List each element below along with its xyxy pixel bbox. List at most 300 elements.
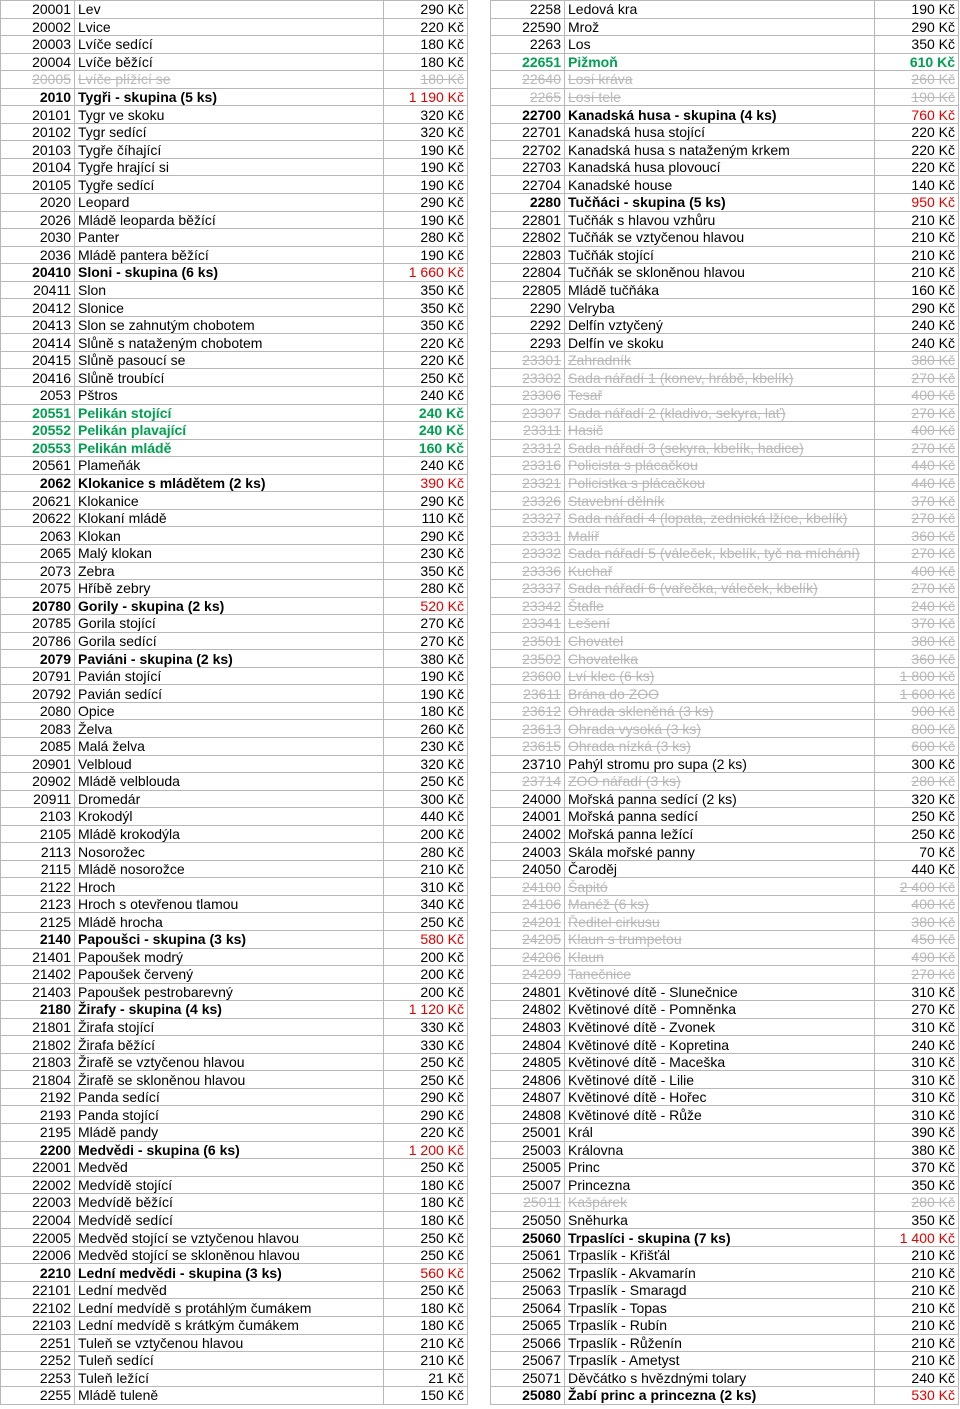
item-price: 180 Kč — [384, 702, 468, 720]
table-row — [1, 825, 468, 843]
item-price: 320 Kč — [384, 755, 468, 773]
item-code: 23337 — [491, 580, 565, 598]
item-price: 210 Kč — [384, 1352, 468, 1370]
item-code: 23331 — [491, 527, 565, 545]
item-price: 240 Kč — [384, 422, 468, 440]
table-row — [491, 930, 959, 948]
item-name: Žirafě se vztyčenou hlavou — [75, 1053, 384, 1071]
item-name: Slůně s nataženým chobotem — [75, 334, 384, 352]
table-row — [1, 650, 468, 668]
item-price: 270 Kč — [875, 1001, 959, 1019]
item-price: 240 Kč — [384, 404, 468, 422]
item-code: 2062 — [1, 474, 75, 492]
item-price: 140 Kč — [875, 176, 959, 194]
table-row — [491, 281, 959, 299]
table-row — [491, 1317, 959, 1335]
item-price: 210 Kč — [384, 860, 468, 878]
item-code: 20005 — [1, 71, 75, 89]
item-price: 300 Kč — [875, 755, 959, 773]
item-name: Malá želva — [75, 737, 384, 755]
item-name: Šapitó — [565, 878, 875, 896]
item-code: 2251 — [1, 1334, 75, 1352]
item-name: Slon — [75, 281, 384, 299]
item-name: Opice — [75, 702, 384, 720]
item-price: 580 Kč — [384, 930, 468, 948]
item-name: Stavební dělník — [565, 492, 875, 510]
item-code: 23311 — [491, 422, 565, 440]
table-row — [1, 88, 468, 106]
item-code: 23615 — [491, 737, 565, 755]
item-name: Trpaslík - Rubín — [565, 1317, 875, 1335]
table-row — [1, 422, 468, 440]
item-price: 400 Kč — [875, 895, 959, 913]
item-name: Tygře hrající si — [75, 158, 384, 176]
item-name: Gorily - skupina (2 ks) — [75, 597, 384, 615]
table-row — [491, 825, 959, 843]
table-row — [491, 422, 959, 440]
item-price: 180 Kč — [384, 1176, 468, 1194]
item-price: 270 Kč — [875, 369, 959, 387]
table-row — [1, 71, 468, 89]
item-code: 24050 — [491, 860, 565, 878]
item-name: Tygr ve skoku — [75, 106, 384, 124]
item-price: 180 Kč — [384, 1299, 468, 1317]
item-price: 370 Kč — [875, 1159, 959, 1177]
item-code: 23312 — [491, 439, 565, 457]
table-row — [491, 457, 959, 475]
item-price: 380 Kč — [875, 913, 959, 931]
item-code: 25011 — [491, 1194, 565, 1212]
item-price: 240 Kč — [875, 334, 959, 352]
item-code: 20102 — [1, 123, 75, 141]
table-row — [1, 18, 468, 36]
item-code: 2263 — [491, 36, 565, 54]
item-code: 23306 — [491, 387, 565, 405]
table-row — [491, 650, 959, 668]
table-row — [1, 404, 468, 422]
item-price: 950 Kč — [875, 194, 959, 212]
item-name: Medvědi - skupina (6 ks) — [75, 1141, 384, 1159]
item-code: 2075 — [1, 580, 75, 598]
item-code: 24804 — [491, 1036, 565, 1054]
item-price: 270 Kč — [875, 404, 959, 422]
item-code: 2180 — [1, 1001, 75, 1019]
item-code: 23502 — [491, 650, 565, 668]
item-price: 380 Kč — [384, 650, 468, 668]
item-price: 380 Kč — [875, 1141, 959, 1159]
price-list-right-column — [490, 0, 959, 1405]
item-name: Tuleň sedící — [75, 1352, 384, 1370]
item-name: Panter — [75, 229, 384, 247]
item-code: 22101 — [1, 1281, 75, 1299]
item-code: 25064 — [491, 1299, 565, 1317]
table-row — [1, 895, 468, 913]
item-price: 320 Kč — [384, 106, 468, 124]
table-row — [491, 843, 959, 861]
table-row — [1, 1194, 468, 1212]
item-price: 210 Kč — [875, 264, 959, 282]
item-code: 22801 — [491, 211, 565, 229]
table-row — [491, 615, 959, 633]
table-row — [491, 1246, 959, 1264]
item-code: 2195 — [1, 1124, 75, 1142]
item-name: Klokan — [75, 527, 384, 545]
table-row — [1, 53, 468, 71]
item-name: Mládě velblouda — [75, 773, 384, 791]
item-code: 20414 — [1, 334, 75, 352]
table-row — [1, 211, 468, 229]
item-price: 190 Kč — [384, 141, 468, 159]
item-name: Lešení — [565, 615, 875, 633]
item-code: 2053 — [1, 387, 75, 405]
table-row — [491, 1053, 959, 1071]
item-price: 210 Kč — [875, 1317, 959, 1335]
table-row — [1, 737, 468, 755]
table-row — [1, 1088, 468, 1106]
item-name: Žirafa běžící — [75, 1036, 384, 1054]
table-row — [491, 544, 959, 562]
table-row — [491, 1369, 959, 1387]
item-price: 290 Kč — [384, 1106, 468, 1124]
table-row — [491, 53, 959, 71]
item-name: Delfín ve skoku — [565, 334, 875, 352]
item-code: 22702 — [491, 141, 565, 159]
table-row — [1, 1352, 468, 1370]
item-code: 25080 — [491, 1387, 565, 1405]
table-row — [1, 36, 468, 54]
item-name: Květinové dítě - Růže — [565, 1106, 875, 1124]
item-name: Princ — [565, 1159, 875, 1177]
item-name: Trpaslík - Křišťál — [565, 1246, 875, 1264]
table-row — [1, 264, 468, 282]
item-price: 390 Kč — [384, 474, 468, 492]
item-name: Květinové dítě - Lilie — [565, 1071, 875, 1089]
item-price: 290 Kč — [384, 1088, 468, 1106]
item-price: 250 Kč — [384, 1281, 468, 1299]
table-row — [491, 264, 959, 282]
item-price: 380 Kč — [875, 632, 959, 650]
item-code: 22701 — [491, 123, 565, 141]
table-row — [491, 1281, 959, 1299]
item-price: 350 Kč — [384, 562, 468, 580]
item-code: 2020 — [1, 194, 75, 212]
item-price: 270 Kč — [384, 632, 468, 650]
item-name: Papoušci - skupina (3 ks) — [75, 930, 384, 948]
item-price: 330 Kč — [384, 1036, 468, 1054]
item-code: 25050 — [491, 1211, 565, 1229]
item-name: Mládě tučňáka — [565, 281, 875, 299]
item-price: 110 Kč — [384, 509, 468, 527]
table-row — [1, 930, 468, 948]
item-price: 160 Kč — [384, 439, 468, 457]
table-row — [491, 1176, 959, 1194]
item-code: 2036 — [1, 246, 75, 264]
item-name: Tučňák se vztyčenou hlavou — [565, 229, 875, 247]
item-code: 24000 — [491, 790, 565, 808]
item-name: Tesař — [565, 387, 875, 405]
item-name: Malíř — [565, 527, 875, 545]
table-row — [491, 1299, 959, 1317]
item-code: 25005 — [491, 1159, 565, 1177]
table-row — [1, 439, 468, 457]
table-row — [1, 527, 468, 545]
item-name: Losí tele — [565, 88, 875, 106]
table-row — [491, 1106, 959, 1124]
item-price: 220 Kč — [875, 141, 959, 159]
table-row — [1, 387, 468, 405]
item-price: 270 Kč — [384, 615, 468, 633]
item-code: 20553 — [1, 439, 75, 457]
item-name: Lev — [75, 1, 384, 19]
table-row — [1, 492, 468, 510]
item-price: 230 Kč — [384, 544, 468, 562]
item-name: Žirafy - skupina (4 ks) — [75, 1001, 384, 1019]
item-name: Chovatelka — [565, 650, 875, 668]
item-name: Mládě hrocha — [75, 913, 384, 931]
item-code: 20622 — [1, 509, 75, 527]
item-price: 190 Kč — [384, 158, 468, 176]
item-name: Tanečnice — [565, 966, 875, 984]
table-row — [1, 580, 468, 598]
item-name: Květinové dítě - Pomněnka — [565, 1001, 875, 1019]
item-name: Tučňáci - skupina (5 ks) — [565, 194, 875, 212]
table-row — [491, 913, 959, 931]
item-code: 23714 — [491, 773, 565, 791]
item-code: 20785 — [1, 615, 75, 633]
item-name: Květinové dítě - Zvonek — [565, 1018, 875, 1036]
item-code: 20104 — [1, 158, 75, 176]
table-row — [491, 755, 959, 773]
item-name: Pahýl stromu pro supa (2 ks) — [565, 755, 875, 773]
item-code: 22651 — [491, 53, 565, 71]
item-name: Ohrada vysoká (3 ks) — [565, 720, 875, 738]
item-code: 24003 — [491, 843, 565, 861]
item-name: Brána do ZOO — [565, 685, 875, 703]
item-price: 190 Kč — [384, 667, 468, 685]
table-row — [491, 667, 959, 685]
item-code: 2200 — [1, 1141, 75, 1159]
table-row — [491, 176, 959, 194]
item-name: Skála mořské panny — [565, 843, 875, 861]
table-row — [1, 878, 468, 896]
item-price: 400 Kč — [875, 562, 959, 580]
table-row — [1, 632, 468, 650]
item-code: 20001 — [1, 1, 75, 19]
item-name: Malý klokan — [75, 544, 384, 562]
table-row — [1, 755, 468, 773]
item-code: 20413 — [1, 316, 75, 334]
item-price: 340 Kč — [384, 895, 468, 913]
item-code: 20780 — [1, 597, 75, 615]
item-name: Mládě leoparda běžící — [75, 211, 384, 229]
table-row — [1, 544, 468, 562]
table-row — [491, 878, 959, 896]
item-code: 24106 — [491, 895, 565, 913]
table-row — [491, 1036, 959, 1054]
item-price: 160 Kč — [875, 281, 959, 299]
item-code: 2293 — [491, 334, 565, 352]
item-price: 240 Kč — [875, 1369, 959, 1387]
item-code: 23301 — [491, 351, 565, 369]
item-code: 20791 — [1, 667, 75, 685]
item-name: Panda stojící — [75, 1106, 384, 1124]
item-price: 280 Kč — [384, 229, 468, 247]
item-code: 23341 — [491, 615, 565, 633]
table-row — [491, 702, 959, 720]
item-price: 210 Kč — [875, 1334, 959, 1352]
item-name: Tuleň se vztyčenou hlavou — [75, 1334, 384, 1352]
item-code: 20103 — [1, 141, 75, 159]
item-price: 260 Kč — [875, 71, 959, 89]
item-price: 320 Kč — [384, 123, 468, 141]
table-row — [491, 194, 959, 212]
price-table-right-body — [491, 1, 959, 1405]
table-row — [1, 1, 468, 19]
table-row — [1, 457, 468, 475]
item-name: Klokanice s mládětem (2 ks) — [75, 474, 384, 492]
item-price: 600 Kč — [875, 737, 959, 755]
item-name: Sada nářadí 5 (váleček, kbelík, tyč na míchání) — [565, 544, 875, 562]
item-price: 240 Kč — [875, 316, 959, 334]
table-row — [1, 808, 468, 826]
item-code: 2140 — [1, 930, 75, 948]
item-price: 210 Kč — [875, 246, 959, 264]
item-price: 310 Kč — [875, 1071, 959, 1089]
item-name: Lví klec (6 ks) — [565, 667, 875, 685]
item-code: 23710 — [491, 755, 565, 773]
item-code: 25061 — [491, 1246, 565, 1264]
table-row — [491, 509, 959, 527]
table-row — [491, 790, 959, 808]
item-code: 23342 — [491, 597, 565, 615]
table-row — [1, 299, 468, 317]
item-code: 21401 — [1, 948, 75, 966]
item-name: Tuleň ležící — [75, 1369, 384, 1387]
item-price: 210 Kč — [875, 1281, 959, 1299]
table-row — [1, 1124, 468, 1142]
item-code: 2085 — [1, 737, 75, 755]
item-name: Kanadská husa - skupina (4 ks) — [565, 106, 875, 124]
item-name: Policistka s plácačkou — [565, 474, 875, 492]
item-name: Tučňák s hlavou vzhůru — [565, 211, 875, 229]
item-name: Pavián sedící — [75, 685, 384, 703]
table-row — [491, 1387, 959, 1405]
table-row — [491, 474, 959, 492]
table-row — [1, 246, 468, 264]
item-code: 25066 — [491, 1334, 565, 1352]
table-row — [491, 106, 959, 124]
table-row — [1, 913, 468, 931]
item-price: 240 Kč — [384, 387, 468, 405]
table-row — [1, 316, 468, 334]
table-row — [491, 1071, 959, 1089]
item-code: 24201 — [491, 913, 565, 931]
item-code: 22704 — [491, 176, 565, 194]
table-row — [1, 1264, 468, 1282]
item-code: 21804 — [1, 1071, 75, 1089]
item-price: 370 Kč — [875, 492, 959, 510]
table-row — [1, 229, 468, 247]
item-price: 290 Kč — [384, 1, 468, 19]
item-code: 22004 — [1, 1211, 75, 1229]
item-name: Zahradník — [565, 351, 875, 369]
item-name: Velbloud — [75, 755, 384, 773]
item-name: Pštros — [75, 387, 384, 405]
table-row — [1, 474, 468, 492]
item-code: 22102 — [1, 1299, 75, 1317]
table-row — [491, 1159, 959, 1177]
item-code: 24805 — [491, 1053, 565, 1071]
item-price: 210 Kč — [875, 1246, 959, 1264]
item-price: 400 Kč — [875, 422, 959, 440]
item-name: Sada nářadí 1 (konev, hrábě, kbelík) — [565, 369, 875, 387]
table-row — [1, 369, 468, 387]
item-code: 22805 — [491, 281, 565, 299]
item-price: 210 Kč — [875, 1264, 959, 1282]
item-code: 2252 — [1, 1352, 75, 1370]
table-row — [491, 229, 959, 247]
item-code: 2125 — [1, 913, 75, 931]
item-name: Delfín vztyčený — [565, 316, 875, 334]
table-row — [1, 1317, 468, 1335]
item-price: 190 Kč — [875, 88, 959, 106]
item-price: 210 Kč — [875, 229, 959, 247]
table-row — [1, 1036, 468, 1054]
table-row — [1, 334, 468, 352]
item-code: 20561 — [1, 457, 75, 475]
item-code: 24001 — [491, 808, 565, 826]
item-price: 350 Kč — [384, 316, 468, 334]
table-row — [491, 1124, 959, 1142]
item-code: 22803 — [491, 246, 565, 264]
item-name: Papoušek červený — [75, 966, 384, 984]
item-price: 1 190 Kč — [384, 88, 468, 106]
item-code: 20416 — [1, 369, 75, 387]
item-name: Velryba — [565, 299, 875, 317]
item-code: 20552 — [1, 422, 75, 440]
item-code: 25063 — [491, 1281, 565, 1299]
item-code: 23613 — [491, 720, 565, 738]
item-price: 280 Kč — [384, 843, 468, 861]
item-price: 270 Kč — [875, 439, 959, 457]
item-price: 230 Kč — [384, 737, 468, 755]
item-name: Kanadské house — [565, 176, 875, 194]
item-name: Slon se zahnutým chobotem — [75, 316, 384, 334]
table-row — [1, 176, 468, 194]
item-name: Tygře sedící — [75, 176, 384, 194]
item-name: Trpaslík - Smaragd — [565, 1281, 875, 1299]
table-row — [491, 983, 959, 1001]
table-row — [1, 948, 468, 966]
item-price: 530 Kč — [875, 1387, 959, 1405]
table-row — [1, 509, 468, 527]
item-price: 150 Kč — [384, 1387, 468, 1405]
item-name: Panda sedící — [75, 1088, 384, 1106]
item-name: Kanadská husa stojící — [565, 123, 875, 141]
table-row — [1, 1387, 468, 1405]
item-price: 310 Kč — [384, 878, 468, 896]
table-row — [491, 685, 959, 703]
table-row — [491, 773, 959, 791]
item-price: 260 Kč — [384, 720, 468, 738]
item-code: 20551 — [1, 404, 75, 422]
item-price: 220 Kč — [384, 334, 468, 352]
item-name: Gorila sedící — [75, 632, 384, 650]
item-code: 20901 — [1, 755, 75, 773]
item-code: 22804 — [491, 264, 565, 282]
table-row — [1, 281, 468, 299]
item-code: 24808 — [491, 1106, 565, 1124]
